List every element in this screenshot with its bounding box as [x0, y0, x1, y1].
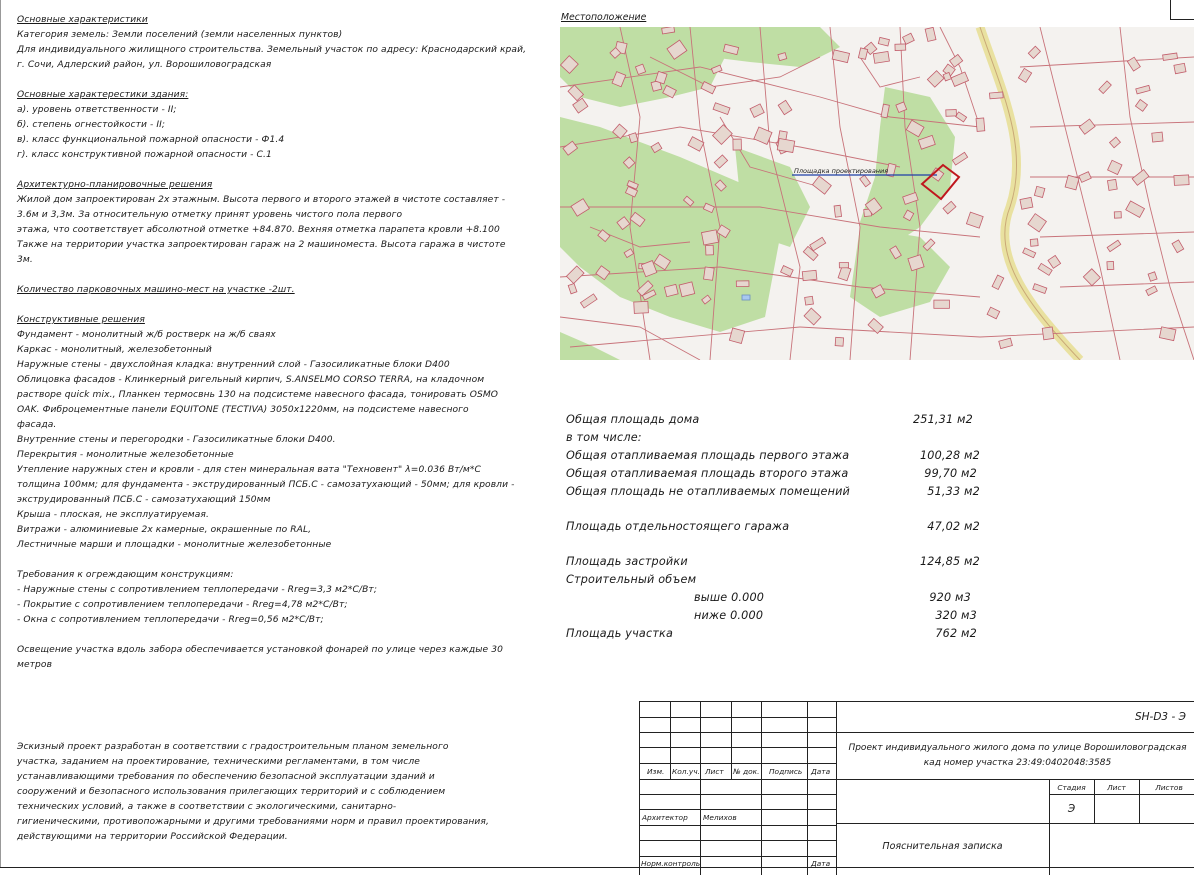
area-row	[566, 411, 1006, 429]
text-line: устанавливающими требования по обеспечению безопасной эксплуатации зданий и	[17, 772, 435, 782]
text-line: фасада.	[17, 420, 57, 430]
area-row	[566, 607, 1006, 625]
building	[946, 110, 957, 117]
text-line: Перекрытия - монолитные железобетонные	[17, 450, 234, 460]
building	[834, 205, 841, 217]
document-title: Пояснительная записка	[882, 841, 1003, 852]
text-line: б). степень огнестойкости - II;	[17, 120, 166, 130]
area-row	[566, 465, 1006, 483]
col-count: Кол.уч.	[672, 767, 700, 776]
text-line: г). класс конструктивной пожарной опасности - С.1	[17, 150, 272, 160]
text-line: г. Сочи, Адлерский район, ул. Ворошиловоградская	[17, 60, 272, 70]
building	[1174, 175, 1189, 185]
building	[1030, 239, 1038, 246]
area-value: 99,70 м2	[924, 467, 977, 480]
area-row	[566, 447, 1006, 465]
text-line: - Наружные стены с сопротивлением теплопередачи - Rreg=3,3 м2*С/Вт;	[17, 585, 377, 595]
building	[1020, 197, 1033, 209]
text-line: OAK. Фиброцементные панели EQUITONE (TECTIVA) 3050х1220мм, на подсистеме навесного	[17, 405, 469, 415]
text-line: Лестничные марши и площадки - монолитные железобетонные	[17, 540, 332, 550]
text-line: участка, заданием на проектирование, техническими регламентами, в том числе	[17, 757, 420, 767]
building	[1152, 132, 1163, 142]
building	[895, 44, 906, 51]
area-row	[566, 518, 1006, 536]
drawing-code: SH-D3 - Э	[1135, 711, 1186, 723]
text-line: Наружные стены - двухслойная кладка: внутренний слой - Газосиликатные блоки D400	[17, 360, 450, 370]
text-line: - Покрытие с сопротивлением теплопередачи - Rreg=4,78 м2*С/Вт;	[17, 600, 348, 610]
building	[805, 296, 814, 305]
building	[679, 282, 695, 297]
area-value: 124,85 м2	[919, 555, 980, 568]
map-drawing	[560, 27, 1194, 360]
building	[989, 92, 1003, 99]
text-line: а). уровень ответственности - II;	[17, 105, 177, 115]
section-heading-constr: Конструктивные решения	[17, 315, 145, 325]
pool	[742, 295, 750, 300]
area-label: Общая площадь не отапливаемых помещений	[566, 485, 851, 498]
area-label: Общая отапливаемая площадь второго этажа	[566, 467, 849, 480]
text-line: Также на территории участка запроектирован гараж на 2 машиноместа. Высота гаража в чистоте	[17, 240, 506, 250]
text-line: Облицовка фасадов - Клинкерный ригельный кирпич, S.ANSELMO CORSO TERRA, на кладочном	[17, 375, 485, 385]
map-title: Местоположение	[561, 12, 647, 23]
text-line: Эскизный проект разработан в соответствии с градостроительным планом земельного	[17, 742, 449, 752]
area-value: 47,02 м2	[927, 520, 980, 533]
area-label: Общая площадь дома	[566, 413, 700, 426]
text-line: Категория земель: Земли поселений (земли населенных пунктов)	[17, 30, 343, 40]
text-line: толщина 100мм; для фундамента - экструдированный ПСБ.С - самозатухающий - 50мм; для кровли -	[17, 480, 515, 490]
text-line: растворе quick mix., Планкен термосвнь 130 на подсистеме навесного фасада, тонировать OSMO	[17, 390, 499, 400]
section-heading-arch: Архитектурно-планировочные решения	[17, 180, 213, 190]
building	[873, 51, 889, 63]
text-line: этажа, что соответствует абсолютной отметке +84.870. Вехняя отметка парапета кровли +8.100	[17, 225, 500, 235]
text-line: Крыша - плоская, не эксплуатируемая.	[17, 510, 209, 520]
frame-left-edge	[0, 0, 1, 867]
col-sheet: Лист	[705, 767, 724, 776]
text-line: Каркас - монолитный, железобетонный	[17, 345, 212, 355]
lighting-note: Освещение участка вдоль забора обеспечивается установкой фонарей по улице через каждые 30	[17, 645, 503, 655]
col-change: Изм.	[647, 767, 665, 776]
area-row	[566, 571, 1006, 589]
area-label: выше 0.000	[694, 591, 765, 604]
text-line: гигиеническими, противопожарными и другими требованиями норм и правил проектирования,	[17, 817, 489, 827]
text-line: Фундамент - монолитный ж/б ростверк на ж/б сваях	[17, 330, 276, 340]
area-summary	[566, 411, 1006, 643]
area-row	[566, 625, 1006, 643]
text-line: 3м.	[17, 255, 33, 265]
site-label: Площадка проектирования	[794, 167, 889, 175]
text-line: экструдированный ПСБ.С - самозатухающий 150мм	[17, 495, 271, 505]
building	[1042, 327, 1054, 340]
building	[1034, 186, 1045, 197]
text-line: технических условий, а также в соответствии с экологическими, санитарно-	[17, 802, 397, 812]
section-heading-req: Требования к огреждающим конструкциям:	[17, 570, 234, 580]
architect-role: Архитектор	[642, 813, 688, 822]
area-row	[566, 483, 1006, 501]
area-label: Площадь участка	[566, 627, 674, 640]
building	[634, 301, 649, 313]
building	[1174, 63, 1186, 73]
building	[733, 139, 742, 150]
left-description-text	[17, 13, 542, 673]
parking-note: Количество парковочных машино-мест на участке -2шт.	[17, 285, 295, 295]
text-line: Жилой дом запроектирован 2х этажным. Высота первого и второго этажей в чистоте составляет -	[17, 195, 506, 205]
sheet-corner-box	[1170, 0, 1194, 20]
text-line: Утепление наружных стен и кровли - для стен минеральная вата "Техновент" λ=0.036 Вт/м*С	[17, 465, 481, 475]
building	[1107, 179, 1117, 190]
building	[976, 118, 985, 132]
area-value: 762 м2	[935, 627, 977, 640]
building	[934, 300, 950, 308]
area-row	[566, 553, 1006, 571]
area-row	[566, 589, 1006, 607]
compliance-note	[17, 740, 517, 845]
text-line: Для индивидуального жилищного строительства. Земельный участок по адресу: Краснодарский край,	[17, 45, 527, 55]
building	[802, 270, 817, 280]
text-line: действующими на территории Российской Федерации.	[17, 832, 288, 842]
building	[1114, 212, 1121, 219]
area-value: 920 м3	[929, 591, 971, 604]
area-label: ниже 0.000	[694, 609, 764, 622]
architect-name: Мелихов	[703, 813, 737, 822]
text-line: сооружений и безопасного использования прилегающих территорий и с соблюдением	[17, 787, 446, 797]
area-label: Площадь отдельностоящего гаража	[566, 520, 790, 533]
stage-header: Стадия	[1057, 783, 1086, 792]
section-heading-building: Основные характерестики здания:	[17, 90, 189, 100]
area-label: Строительный объем	[566, 573, 697, 586]
area-value: 100,28 м2	[919, 449, 980, 462]
stage-value: Э	[1067, 803, 1076, 815]
area-value: 251,31 м2	[912, 413, 973, 426]
project-title: Проект индивидуального жилого дома по улице Ворошиловоградская	[848, 743, 1187, 753]
col-doc: № док.	[733, 767, 760, 776]
building	[777, 138, 795, 152]
building	[1107, 261, 1114, 269]
text-line: - Окна с сопротивлением теплопередачи - Rreg=0,56 м2*С/Вт;	[17, 615, 324, 625]
col-date: Дата	[811, 767, 831, 776]
location-map	[560, 27, 1194, 360]
area-value: 51,33 м2	[927, 485, 980, 498]
building	[701, 230, 718, 245]
text-line: Внутренние стены и перегородки - Газосиликатные блоки D400.	[17, 435, 336, 445]
text-line: 3.6м и 3,3м. За относительную отметку принят уровень чистого пола первого	[17, 210, 403, 220]
building	[706, 245, 714, 255]
area-row	[566, 429, 1006, 447]
area-value: 320 м3	[935, 609, 977, 622]
norm-control-role: Норм.контроль	[641, 859, 701, 868]
area-label: Общая отапливаемая площадь первого этажа	[566, 449, 850, 462]
sheets-header: Листов	[1155, 783, 1183, 792]
area-label: в том числе:	[566, 431, 642, 444]
area-label: Площадь застройки	[566, 555, 688, 568]
building	[736, 281, 749, 287]
section-heading-main: Основные характеристики	[17, 15, 148, 25]
norm-control-date: Дата	[811, 859, 831, 868]
lighting-note: метров	[17, 660, 53, 670]
building	[729, 328, 744, 344]
text-line: в). класс функциональной пожарной опасности - Ф1.4	[17, 135, 285, 145]
text-line: Витражи - алюминиевые 2х камерные, окрашенные по RAL,	[17, 525, 312, 535]
cadastral-number: кад номер участка 23:49:0402048:3585	[923, 758, 1112, 768]
building	[704, 267, 715, 280]
title-block	[639, 701, 1194, 875]
building	[839, 263, 848, 268]
col-signature: Подпись	[769, 767, 803, 776]
building	[835, 337, 843, 346]
sheet-header: Лист	[1107, 783, 1126, 792]
